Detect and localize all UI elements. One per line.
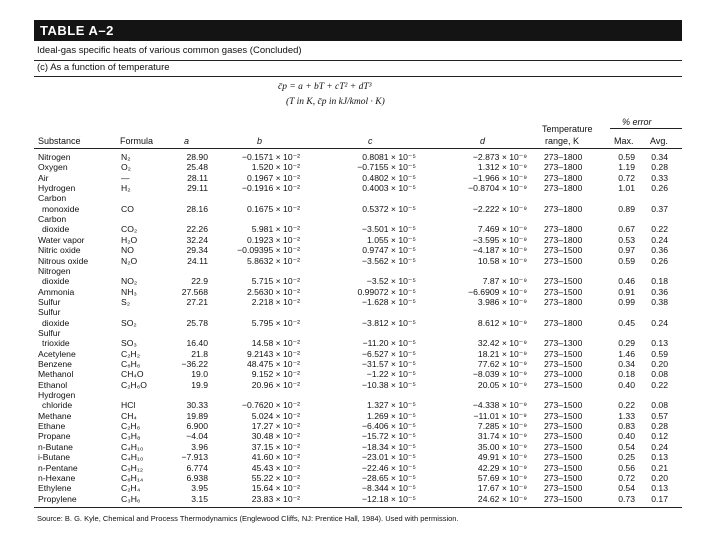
cell-formula: C₂H₆O: [121, 379, 147, 390]
cell-b: 5.8632 × 10⁻²: [246, 255, 300, 266]
cell-avg: 0.34: [651, 152, 668, 162]
cell-d: −2.222 × 10⁻⁹: [472, 203, 527, 214]
cell-c: −1.22 × 10⁻⁵: [366, 369, 416, 380]
cell-d: −6.6909 × 10⁻⁹: [468, 286, 527, 297]
cell-formula: HCl: [121, 400, 136, 411]
cell-substance: Propylene: [38, 493, 77, 504]
header-b: b: [257, 136, 263, 146]
divider: [610, 128, 682, 129]
cell-c: −22.46 × 10⁻⁵: [362, 462, 416, 473]
cell-a: −4.04: [186, 431, 208, 442]
cell-avg: 0.22: [651, 224, 668, 235]
cell-formula: C₂H₂: [121, 348, 141, 359]
cell-avg: 0.08: [651, 369, 668, 380]
cell-max: 1.46: [618, 348, 635, 359]
cell-max: 0.40: [618, 431, 635, 442]
cell-d: 35.00 × 10⁻⁹: [477, 441, 527, 452]
cell-substance: Sulfur: [38, 327, 61, 338]
cell-d: 17.67 × 10⁻⁹: [477, 483, 527, 494]
cell-max: 1.19: [618, 162, 635, 173]
cell-formula: CO: [121, 203, 134, 214]
cell-substance: Methane: [38, 410, 72, 421]
cell-substance: Air: [38, 172, 49, 183]
cell-substance: Ethane: [38, 421, 66, 432]
cell-d: −4.338 × 10⁻⁹: [472, 400, 527, 411]
cell-avg: 0.08: [651, 400, 668, 411]
cell-max: 0.45: [618, 317, 635, 328]
cell-max: 0.40: [618, 379, 635, 390]
cell-b: 1.520 × 10⁻²: [251, 162, 300, 173]
cell-formula: C₃H₈: [121, 431, 141, 442]
cell-d: −4.187 × 10⁻⁹: [472, 245, 527, 256]
cell-b: −0.7620 × 10⁻²: [241, 400, 300, 411]
cell-a: 6.774: [186, 462, 208, 473]
cell-formula: CH₄O: [121, 369, 144, 380]
cell-range: 273–1500: [544, 431, 583, 442]
cell-avg: 0.12: [651, 431, 668, 442]
cell-c: −1.628 × 10⁻⁵: [362, 296, 416, 307]
cell-d: 42.29 × 10⁻⁹: [477, 462, 527, 473]
cell-a: −36.22: [181, 359, 208, 369]
cell-d: 18.21 × 10⁻⁹: [477, 348, 527, 359]
cell-d: 10.58 × 10⁻⁹: [477, 255, 527, 266]
cell-d: 1.312 × 10⁻⁹: [477, 162, 527, 173]
cell-c: 0.4003 × 10⁻⁵: [362, 183, 416, 194]
cell-b: 55.22 × 10⁻²: [251, 472, 300, 483]
cell-b: 2.218 × 10⁻²: [251, 296, 300, 307]
cell-b: 41.60 × 10⁻²: [251, 452, 300, 463]
cell-c: 0.8081 × 10⁻⁵: [362, 152, 416, 162]
cell-d: −3.595 × 10⁻⁹: [472, 234, 527, 245]
cell-avg: 0.26: [651, 183, 668, 194]
header-error: % error: [622, 117, 652, 127]
cell-max: 0.34: [618, 359, 635, 369]
cell-b: −0.09395 × 10⁻²: [237, 245, 300, 256]
header-avg: Avg.: [650, 136, 668, 146]
cell-max: 0.56: [618, 462, 635, 473]
cell-a: 19.89: [186, 410, 208, 421]
cell-max: 0.73: [618, 493, 635, 504]
cell-range: 273–1800: [544, 296, 583, 307]
cell-avg: 0.26: [651, 255, 668, 266]
cell-max: 0.54: [618, 441, 635, 452]
cell-range: 273–1800: [544, 203, 583, 214]
cell-range: 273–1800: [544, 152, 583, 162]
cell-b: 9.152 × 10⁻²: [251, 369, 300, 380]
cell-max: 0.89: [618, 203, 635, 214]
cell-avg: 0.13: [651, 338, 668, 349]
cell-formula: NO: [121, 245, 134, 256]
cell-c: 1.055 × 10⁻⁵: [367, 234, 416, 245]
cell-substance: n-Pentane: [38, 462, 78, 473]
cell-b: 0.1967 × 10⁻²: [246, 172, 300, 183]
cell-b: 37.15 × 10⁻²: [251, 441, 300, 452]
cell-avg: 0.59: [651, 348, 668, 359]
cell-substance: Oxygen: [38, 162, 68, 173]
cell-max: 0.25: [618, 452, 635, 463]
cell-b: 0.1923 × 10⁻²: [246, 234, 300, 245]
cell-range: 273–1500: [544, 483, 583, 494]
cell-a: 3.96: [191, 441, 208, 452]
cell-substance: Ethylene: [38, 483, 72, 494]
cell-max: 0.83: [618, 421, 635, 432]
cell-avg: 0.20: [651, 472, 668, 483]
cell-max: 0.46: [618, 276, 635, 287]
source-note: Source: B. G. Kyle, Chemical and Process Thermodynamics (Englewood Cliffs, NJ: Prentice Hall, 1984). Used with permission.: [37, 514, 459, 523]
cell-a: 22.26: [186, 224, 208, 235]
cell-formula: C₂H₆: [121, 421, 141, 432]
cell-range: 273–1000: [544, 369, 583, 380]
cell-formula: CO₂: [121, 224, 138, 235]
cell-avg: 0.36: [651, 286, 668, 297]
cell-a: 22.9: [191, 276, 208, 287]
cell-range: 273–1500: [544, 276, 583, 287]
cell-a: 6.938: [186, 472, 208, 483]
cell-max: 0.72: [618, 472, 635, 483]
cell-avg: 0.28: [651, 162, 668, 173]
cell-d: 57.69 × 10⁻⁹: [477, 472, 527, 483]
cell-a: 25.78: [186, 317, 208, 328]
cell-range: 273–1500: [544, 348, 583, 359]
cell-avg: 0.24: [651, 234, 668, 245]
cell-range: 273–1800: [544, 224, 583, 235]
cell-c: 0.9747 × 10⁻⁵: [362, 245, 416, 256]
cell-c: −10.38 × 10⁻⁵: [362, 379, 416, 390]
cell-substance: Methanol: [38, 369, 74, 380]
cell-substance: Hydrogen: [38, 390, 76, 401]
cp-equation: c̄p = a + bT + cT² + dT³: [278, 82, 372, 92]
cell-c: −23.01 × 10⁻⁵: [362, 452, 416, 463]
cell-a: 29.11: [187, 183, 208, 194]
cell-d: −1.966 × 10⁻⁹: [472, 172, 527, 183]
cell-max: 0.97: [618, 245, 635, 256]
cell-range: 273–1500: [544, 359, 583, 369]
cell-b: 45.43 × 10⁻²: [251, 462, 300, 473]
cell-substance: Carbon: [38, 214, 67, 225]
cell-max: 0.29: [618, 338, 635, 349]
table-subcaption: (c) As a function of temperature: [37, 62, 170, 73]
cell-formula: S₂: [121, 296, 131, 307]
cell-c: −3.562 × 10⁻⁵: [362, 255, 416, 266]
cell-formula: N₂: [121, 152, 131, 162]
cell-max: 1.33: [618, 410, 635, 421]
cell-formula: N₂O: [121, 255, 138, 266]
cell-max: 0.59: [618, 152, 635, 162]
cell-d: 31.74 × 10⁻⁹: [477, 431, 527, 442]
divider: [34, 507, 682, 508]
cell-max: 0.67: [618, 224, 635, 235]
units-note: (T in K, c̄p in kJ/kmol · K): [286, 97, 385, 107]
cell-a: 28.90: [186, 152, 208, 162]
cell-formula: CH₄: [121, 410, 137, 421]
cell-avg: 0.57: [651, 410, 668, 421]
cell-substance: dioxide: [42, 276, 70, 287]
cell-b: 23.83 × 10⁻²: [251, 493, 300, 504]
cell-avg: 0.17: [651, 493, 668, 504]
table-title-banner: [34, 20, 682, 41]
cell-avg: 0.21: [651, 462, 668, 473]
cell-a: 6.900: [186, 421, 208, 432]
cell-avg: 0.38: [651, 296, 668, 307]
cell-substance: Nitrogen: [38, 152, 71, 162]
cell-avg: 0.28: [651, 421, 668, 432]
cell-max: 0.18: [618, 369, 635, 380]
cell-range: 273–1800: [544, 317, 583, 328]
header-temperature: Temperature: [542, 124, 593, 134]
cell-c: 0.99072 × 10⁻⁵: [357, 286, 416, 297]
cell-substance: Ethanol: [38, 379, 68, 390]
cell-c: −8.344 × 10⁻⁵: [362, 483, 416, 494]
cell-substance: Water vapor: [38, 234, 85, 245]
cell-max: 0.22: [618, 400, 635, 411]
cell-a: 19.0: [191, 369, 208, 380]
header-d: d: [480, 136, 486, 146]
cell-substance: n-Butane: [38, 441, 73, 452]
cell-d: 49.91 × 10⁻⁹: [477, 452, 527, 463]
cell-a: 28.16: [186, 203, 208, 214]
cell-substance: dioxide: [42, 224, 70, 235]
cell-formula: C₄H₁₀: [121, 441, 144, 452]
cell-b: 9.2143 × 10⁻²: [246, 348, 300, 359]
cell-formula: C₃H₆: [121, 493, 141, 504]
cell-formula: C₄H₁₀: [121, 452, 144, 463]
cell-formula: C₅H₁₂: [121, 462, 144, 473]
cell-c: 0.4802 × 10⁻⁵: [362, 172, 416, 183]
cell-c: −3.52 × 10⁻⁵: [366, 276, 416, 287]
cell-formula: H₂O: [121, 234, 138, 245]
cell-formula: NH₃: [121, 286, 137, 297]
cell-c: 1.269 × 10⁻⁵: [367, 410, 416, 421]
cell-formula: SO₂: [121, 317, 137, 328]
cell-a: 19.9: [191, 379, 208, 390]
table-label: TABLE A–2: [40, 23, 114, 38]
cell-avg: 0.18: [651, 276, 668, 287]
cell-a: 24.11: [187, 255, 208, 266]
cell-a: 30.33: [186, 400, 208, 411]
cell-range: 273–1500: [544, 472, 583, 483]
cell-d: 3.986 × 10⁻⁹: [477, 296, 527, 307]
cell-range: 273–1300: [544, 338, 583, 349]
cell-avg: 0.33: [651, 172, 668, 183]
cell-substance: monoxide: [42, 203, 80, 214]
table-subtitle: Ideal-gas specific heats of various common gases (Concluded): [37, 45, 302, 56]
cell-substance: Nitrous oxide: [38, 255, 89, 266]
header-substance: Substance: [38, 136, 81, 146]
cell-substance: Sulfur: [38, 307, 61, 318]
cell-max: 1.01: [618, 183, 635, 194]
cell-a: 3.95: [191, 483, 208, 494]
cell-substance: Nitrogen: [38, 265, 71, 276]
cell-range: 273–1500: [544, 462, 583, 473]
cell-a: 25.48: [186, 162, 208, 173]
cell-c: −15.72 × 10⁻⁵: [362, 431, 416, 442]
cell-avg: 0.24: [651, 317, 668, 328]
cell-d: 32.42 × 10⁻⁹: [477, 338, 527, 349]
divider: [34, 60, 682, 61]
cell-range: 273–1500: [544, 379, 583, 390]
cell-b: 5.795 × 10⁻²: [251, 317, 300, 328]
cell-substance: Sulfur: [38, 296, 61, 307]
cell-range: 273–1500: [544, 255, 583, 266]
cell-a: 32.24: [186, 234, 208, 245]
cell-b: 5.715 × 10⁻²: [251, 276, 300, 287]
cell-range: 273–1800: [544, 183, 583, 194]
cell-b: 14.58 × 10⁻²: [251, 338, 300, 349]
cell-d: −11.01 × 10⁻⁹: [473, 410, 527, 421]
cell-c: −18.34 × 10⁻⁵: [362, 441, 416, 452]
cell-b: −0.1571 × 10⁻²: [241, 152, 300, 162]
cell-avg: 0.22: [651, 379, 668, 390]
cell-d: 24.62 × 10⁻⁹: [477, 493, 527, 504]
cell-d: 20.05 × 10⁻⁹: [477, 379, 527, 390]
cell-formula: NO₂: [121, 276, 138, 287]
cell-range: 273–1500: [544, 493, 583, 504]
cell-substance: Carbon: [38, 193, 67, 204]
cell-substance: Nitric oxide: [38, 245, 81, 256]
cell-b: 17.27 × 10⁻²: [251, 421, 300, 432]
cell-b: −0.1916 × 10⁻²: [241, 183, 300, 194]
cell-avg: 0.20: [651, 359, 668, 369]
cell-formula: O₂: [121, 162, 132, 173]
cell-substance: chloride: [42, 400, 73, 411]
cell-c: 0.5372 × 10⁻⁵: [362, 203, 416, 214]
cell-b: 15.64 × 10⁻²: [251, 483, 300, 494]
cell-a: 28.11: [187, 172, 208, 183]
cell-range: 273–1500: [544, 452, 583, 463]
cell-b: 20.96 × 10⁻²: [251, 379, 300, 390]
divider: [34, 76, 682, 77]
cell-range: 273–1500: [544, 286, 583, 297]
cell-max: 0.54: [618, 483, 635, 494]
cell-c: −6.406 × 10⁻⁵: [362, 421, 416, 432]
cell-max: 0.91: [618, 286, 635, 297]
cell-c: −0.7155 × 10⁻⁵: [357, 162, 416, 173]
cell-avg: 0.13: [651, 483, 668, 494]
cell-max: 0.72: [618, 172, 635, 183]
cell-range: 273–1500: [544, 421, 583, 432]
cell-substance: Hydrogen: [38, 183, 76, 194]
divider: [34, 148, 682, 149]
cell-c: −3.501 × 10⁻⁵: [362, 224, 416, 235]
cell-a: −7.913: [181, 452, 208, 463]
cell-c: −3.812 × 10⁻⁵: [362, 317, 416, 328]
cell-b: 5.981 × 10⁻²: [251, 224, 300, 235]
cell-b: 5.024 × 10⁻²: [251, 410, 300, 421]
cell-max: 0.53: [618, 234, 635, 245]
header-a: a: [184, 136, 190, 146]
cell-substance: Propane: [38, 431, 71, 442]
cell-d: 7.87 × 10⁻⁹: [482, 276, 527, 287]
cell-range: 273–1800: [544, 234, 583, 245]
cell-a: 27.568: [181, 286, 208, 297]
header-c: c: [368, 136, 373, 146]
cell-c: 1.327 × 10⁻⁵: [367, 400, 416, 411]
cell-max: 0.59: [618, 255, 635, 266]
cell-substance: Acetylene: [38, 348, 76, 359]
cell-range: 273–1500: [544, 400, 583, 411]
cell-a: 21.8: [191, 348, 208, 359]
cell-formula: C₆H₆: [121, 359, 141, 369]
cell-substance: Benzene: [38, 359, 72, 369]
cell-avg: 0.36: [651, 245, 668, 256]
cell-c: −31.57 × 10⁻⁵: [362, 359, 416, 369]
cell-b: 30.48 × 10⁻²: [251, 431, 300, 442]
cell-formula: C₆H₁₄: [121, 472, 144, 483]
cell-b: 48.475 × 10⁻²: [246, 359, 300, 369]
cell-d: 8.612 × 10⁻⁹: [477, 317, 527, 328]
cell-max: 0.99: [618, 296, 635, 307]
cell-c: −11.20 × 10⁻⁵: [362, 338, 416, 349]
cell-d: −0.8704 × 10⁻⁹: [468, 183, 527, 194]
cell-c: −12.18 × 10⁻⁵: [362, 493, 416, 504]
cell-range: 273–1800: [544, 162, 583, 173]
cell-formula: SO₃: [121, 338, 137, 349]
cell-d: 7.285 × 10⁻⁹: [477, 421, 527, 432]
cell-substance: dioxide: [42, 317, 70, 328]
header-max: Max.: [614, 136, 634, 146]
cell-c: −28.65 × 10⁻⁵: [362, 472, 416, 483]
header-formula: Formula: [120, 136, 154, 146]
cell-d: 7.469 × 10⁻⁹: [477, 224, 527, 235]
cell-formula: C₂H₄: [121, 483, 141, 494]
cell-d: 77.62 × 10⁻⁹: [477, 359, 527, 369]
cell-avg: 0.13: [651, 452, 668, 463]
cell-a: 16.40: [186, 338, 208, 349]
cell-avg: 0.37: [651, 203, 668, 214]
cell-range: 273–1800: [544, 172, 583, 183]
cell-substance: n-Hexane: [38, 472, 76, 483]
cell-c: −6.527 × 10⁻⁵: [362, 348, 416, 359]
cell-avg: 0.24: [651, 441, 668, 452]
cell-a: 3.15: [191, 493, 208, 504]
cell-formula: —: [121, 172, 130, 183]
cell-range: 273–1500: [544, 410, 583, 421]
cell-range: 273–1500: [544, 245, 583, 256]
cell-d: −2.873 × 10⁻⁹: [472, 152, 527, 162]
cell-substance: trioxide: [42, 338, 70, 349]
cell-substance: Ammonia: [38, 286, 75, 297]
cell-substance: i-Butane: [38, 452, 71, 463]
cell-b: 0.1675 × 10⁻²: [246, 203, 300, 214]
cell-d: −8.039 × 10⁻⁹: [472, 369, 527, 380]
cell-formula: H₂: [121, 183, 131, 194]
cell-b: 2.5630 × 10⁻²: [246, 286, 300, 297]
cell-range: 273–1500: [544, 441, 583, 452]
cell-a: 29.34: [186, 245, 208, 256]
header-range: range, K: [545, 136, 580, 146]
cell-a: 27.21: [186, 296, 208, 307]
